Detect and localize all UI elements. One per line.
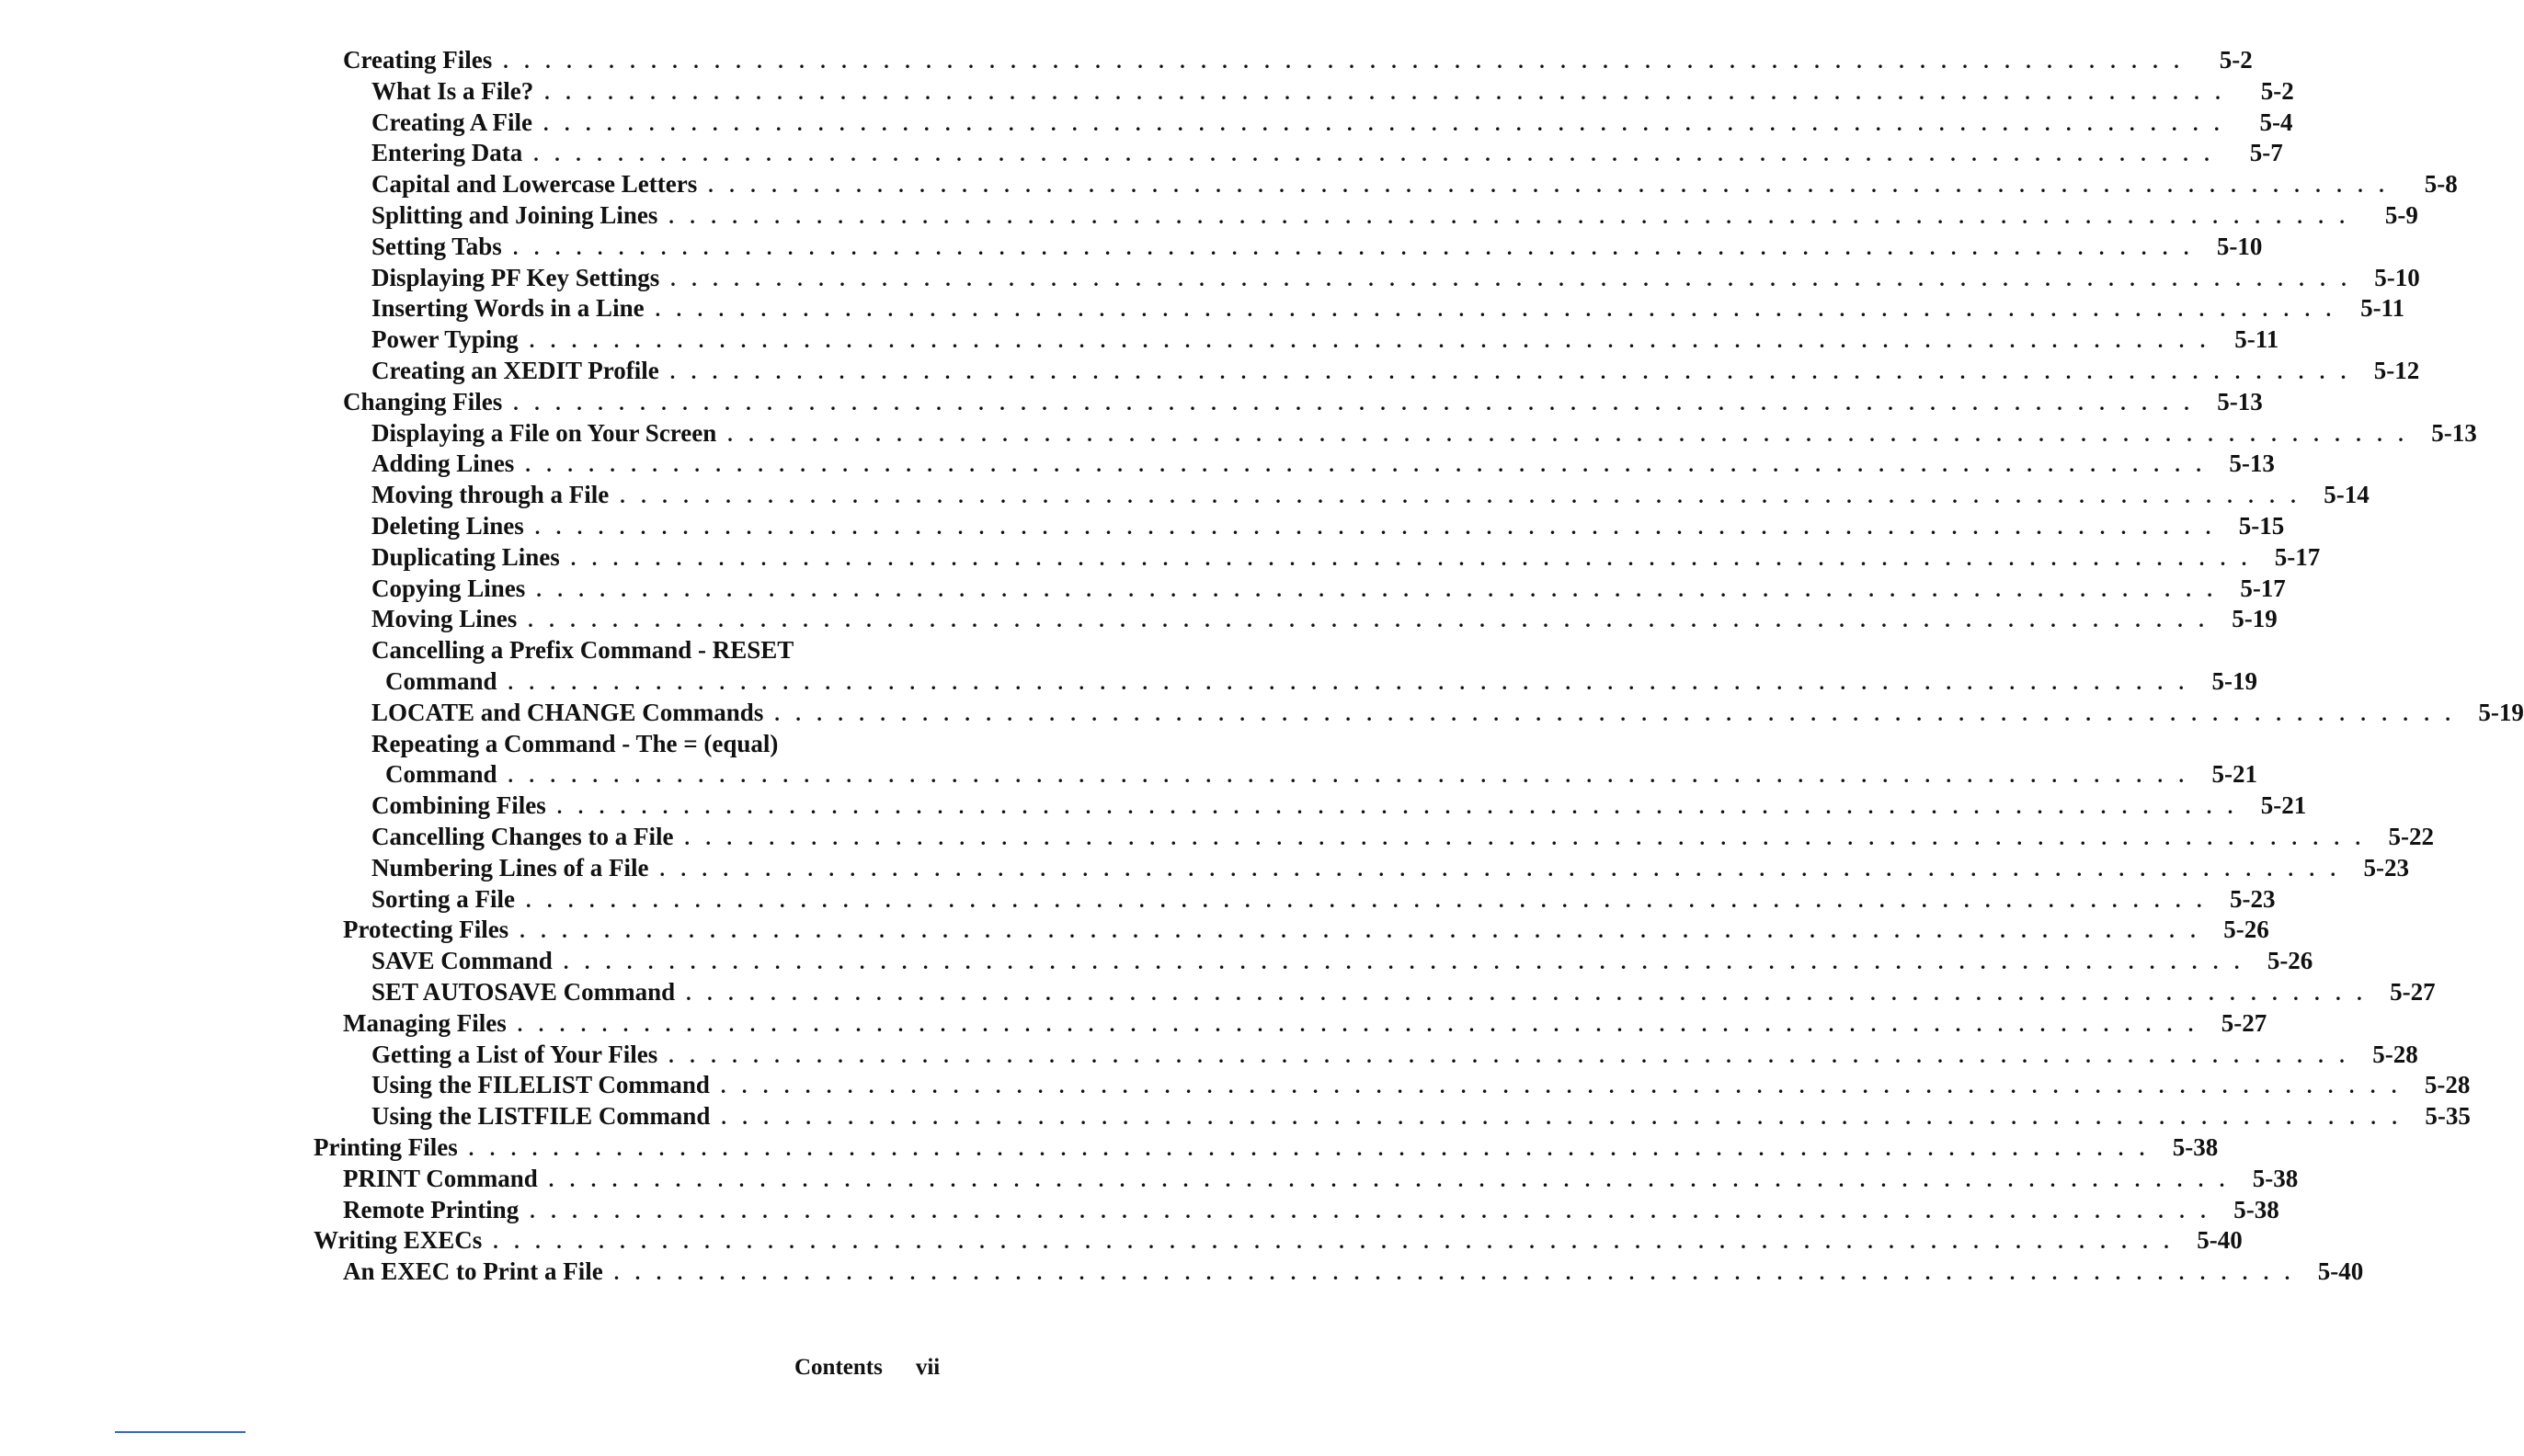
toc-dot-leader: . . . . . . . . . . . . . . . . . . . . . . . . . . . . . . . . . . . . . . . . . . . . . . . . . . . . . . . . . . . . . . . . . . . . . . . . . . . . . . . . [508, 764, 2190, 788]
toc-dot-leader: . . . . . . . . . . . . . . . . . . . . . . . . . . . . . . . . . . . . . . . . . . . . . . . . . . . . . . . . . . . . . . . . . . . . . . . . . . . . . . . . [536, 577, 2218, 601]
toc-entry-page: 5-13 [2217, 387, 2263, 415]
toc-entry-page: 5-38 [2172, 1133, 2219, 1161]
toc-entry-page: 5-19 [2211, 667, 2258, 695]
toc-dot-leader: . . . . . . . . . . . . . . . . . . . . . . . . . . . . . . . . . . . . . . . . . . . . . . . . . . . . . . . . . . . . . . . . . . . . . . . . . . . . . . . . [544, 80, 2226, 104]
toc-entry [371, 852, 2409, 883]
toc-entry [371, 137, 2283, 168]
toc-entry [371, 945, 2313, 976]
toc-entry [371, 168, 2458, 199]
toc-entry-label: Creating A File [371, 107, 543, 138]
toc-entry-label: Displaying a File on Your Screen [371, 417, 727, 449]
toc-entry-page: 5-27 [2390, 978, 2436, 1006]
toc-entry-page: 5-12 [2373, 357, 2420, 384]
toc-entry-label: Copying Lines [371, 573, 536, 604]
toc-dot-leader: . . . . . . . . . . . . . . . . . . . . . . . . . . . . . . . . . . . . . . . . . . . . . . . . . . . . . . . . . . . . . . . . . . . . . . . . . . . . . . . . [620, 484, 2301, 508]
toc-entry-page: 5-11 [2360, 294, 2405, 323]
toc-dot-leader: . . . . . . . . . . . . . . . . . . . . . . . . . . . . . . . . . . . . . . . . . . . . . . . . . . . . . . . . . . . . . . . . . . . . . . . . . . . . . . . . [513, 391, 2195, 415]
toc-entry-page: 5-11 [2234, 325, 2279, 354]
toc-entry-label: Writing EXECs [314, 1224, 493, 1256]
toc-entry [371, 728, 938, 759]
toc-dot-leader: . . . . . . . . . . . . . . . . . . . . . . . . . . . . . . . . . . . . . . . . . . . . . . . . . . . . . . . . . . . . . . . . . . . . . . . . . . . . . . . . [543, 111, 2225, 135]
toc-entry-page: 5-13 [2431, 418, 2477, 447]
toc-entry-label: SET AUTOSAVE Command [371, 976, 686, 1007]
toc-entry-page: 5-8 [2424, 170, 2458, 199]
toc-dot-leader: . . . . . . . . . . . . . . . . . . . . . . . . . . . . . . . . . . . . . . . . . . . . . . . . . . . . . . . . . . . . . . . . . . . . . . . . . . . . . . . . [530, 1199, 2211, 1223]
toc-dot-leader: . . . . . . . . . . . . . . . . . . . . . . . . . . . . . . . . . . . . . . . . . . . . . . . . . . . . . . . . . . . . . . . . . . . . . . . . . . . . . . . . [727, 422, 2409, 446]
toc-entry-label: Setting Tabs [371, 231, 513, 262]
toc-entry [371, 634, 938, 665]
toc-entry-page: 5-23 [2363, 853, 2409, 882]
toc-entry-page: 5-14 [2324, 481, 2370, 509]
toc-entry [371, 1069, 2471, 1100]
toc-entry [343, 1194, 2279, 1225]
toc-entry [343, 1007, 2267, 1039]
toc-entry-label: Inserting Words in a Line [371, 292, 656, 324]
toc-entry-label: What Is a File? [371, 75, 544, 107]
toc-entry [343, 1256, 2364, 1287]
page-footer [794, 1355, 940, 1381]
toc-dot-leader: . . . . . . . . . . . . . . . . . . . . . . . . . . . . . . . . . . . . . . . . . . . . . . . . . . . . . . . . . . . . . . . . . . . . . . . . . . . . . . . . [512, 235, 2195, 259]
toc-dot-leader: . . . . . . . . . . . . . . . . . . . . . . . . . . . . . . . . . . . . . . . . . . . . . . . . . . . . . . . . . . . . . . . . . . . . . . . . . . . . . . . . [556, 795, 2239, 819]
toc-dot-leader: . . . . . . . . . . . . . . . . . . . . . . . . . . . . . . . . . . . . . . . . . . . . . . . . . . . . . . . . . . . . . . . . . . . . . . . . . . . . . . . . [669, 360, 2352, 383]
toc-dot-leader: . . . . . . . . . . . . . . . . . . . . . . . . . . . . . . . . . . . . . . . . . . . . . . . . . . . . . . . . . . . . . . . . . . . . . . . . . . . . . . . . [528, 609, 2210, 632]
toc-entry-label: Sorting a File [371, 883, 526, 915]
toc-dot-leader: . . . . . . . . . . . . . . . . . . . . . . . . . . . . . . . . . . . . . . . . . . . . . . . . . . . . . . . . . . . . . . . . . . . . . . . . . . . . . . . . [774, 701, 2456, 725]
toc-entry-page: 5-17 [2274, 542, 2321, 571]
toc-entry [371, 976, 2436, 1007]
footer-section-title: Contents [794, 1355, 883, 1380]
toc-dot-leader: . . . . . . . . . . . . . . . . . . . . . . . . . . . . . . . . . . . . . . . . . . . . . . . . . . . . . . . . . . . . . . . . . . . . . . . . . . . . . . . . [563, 950, 2245, 974]
toc-entry [371, 697, 2524, 728]
toc-entry-label: Changing Files [343, 386, 513, 417]
toc-entry [371, 231, 2263, 262]
footer-page-number: vii [915, 1355, 941, 1380]
toc-entry-page: 5-4 [2259, 108, 2293, 136]
toc-entry-label: Creating an XEDIT Profile [371, 355, 670, 386]
toc-entry-page: 5-2 [2219, 46, 2253, 74]
toc-dot-leader: . . . . . . . . . . . . . . . . . . . . . . . . . . . . . . . . . . . . . . . . . . . . . . . . . . . . . . . . . . . . . . . . . . . . . . . . . . . . . . . . [708, 174, 2390, 198]
toc-entry [343, 386, 2263, 417]
toc-entry-page: 5-26 [2267, 947, 2313, 975]
toc-entry-page: 5-19 [2478, 698, 2524, 726]
toc-entry-label: Numbering Lines of a File [371, 852, 660, 883]
toc-dot-leader: . . . . . . . . . . . . . . . . . . . . . . . . . . . . . . . . . . . . . . . . . . . . . . . . . . . . . . . . . . . . . . . . . . . . . . . . . . . . . . . . [533, 142, 2215, 166]
toc-entry-page: 5-23 [2230, 884, 2276, 913]
toc-dot-leader: . . . . . . . . . . . . . . . . . . . . . . . . . . . . . . . . . . . . . . . . . . . . . . . . . . . . . . . . . . . . . . . . . . . . . . . . . . . . . . . . [668, 205, 2350, 228]
toc-entry-page: 5-10 [2374, 263, 2420, 291]
toc-entry-page: 5-26 [2223, 916, 2269, 944]
toc-entry [371, 510, 2285, 541]
toc-entry-label: An EXEC to Print a File [343, 1256, 614, 1287]
toc-dot-leader: . . . . . . . . . . . . . . . . . . . . . . . . . . . . . . . . . . . . . . . . . . . . . . . . . . . . . . . . . . . . . . . . . . . . . . . . . . . . . . . . [655, 298, 2337, 322]
toc-entry-page: 5-38 [2233, 1195, 2279, 1223]
toc-entry-label: Moving through a File [371, 479, 620, 510]
toc-entry [371, 324, 2279, 355]
toc-dot-leader: . . . . . . . . . . . . . . . . . . . . . . . . . . . . . . . . . . . . . . . . . . . . . . . . . . . . . . . . . . . . . . . . . . . . . . . . . . . . . . . . [720, 1075, 2403, 1098]
toc-entry-label: PRINT Command [343, 1163, 549, 1194]
toc-dot-leader: . . . . . . . . . . . . . . . . . . . . . . . . . . . . . . . . . . . . . . . . . . . . . . . . . . . . . . . . . . . . . . . . . . . . . . . . . . . . . . . . [493, 1230, 2175, 1254]
toc-entry [371, 1039, 2418, 1070]
toc-entry-label: Managing Files [343, 1007, 518, 1039]
toc-entry-label: Displaying PF Key Settings [371, 262, 670, 293]
toc-entry [371, 417, 2477, 449]
toc-entry-page: 5-40 [2197, 1226, 2243, 1255]
toc-entry-label: SAVE Command [371, 945, 564, 976]
toc-dot-leader: . . . . . . . . . . . . . . . . . . . . . . . . . . . . . . . . . . . . . . . . . . . . . . . . . . . . . . . . . . . . . . . . . . . . . . . . . . . . . . . . [534, 516, 2217, 539]
toc-entry [371, 573, 2286, 604]
toc-entry-page: 5-21 [2211, 760, 2258, 789]
toc-entry [371, 199, 2418, 231]
toc-entry-page: 5-7 [2249, 139, 2283, 167]
toc-entry-page: 5-9 [2384, 201, 2418, 229]
toc-dot-leader: . . . . . . . . . . . . . . . . . . . . . . . . . . . . . . . . . . . . . . . . . . . . . . . . . . . . . . . . . . . . . . . . . . . . . . . . . . . . . . . . [525, 453, 2207, 477]
toc-entry [385, 665, 2258, 697]
toc-entry-page: 5-38 [2252, 1164, 2299, 1192]
toc-entry [371, 448, 2275, 479]
toc-entry-label: Using the FILELIST Command [371, 1069, 721, 1100]
toc-entry-page: 5-28 [2372, 1040, 2418, 1068]
toc-entry [371, 790, 2307, 821]
toc-dot-leader: . . . . . . . . . . . . . . . . . . . . . . . . . . . . . . . . . . . . . . . . . . . . . . . . . . . . . . . . . . . . . . . . . . . . . . . . . . . . . . . . [570, 546, 2253, 570]
toc-entry-page: 5-19 [2232, 605, 2278, 633]
toc-entry-label: Combining Files [371, 790, 557, 821]
toc-entry [343, 1163, 2299, 1194]
toc-dot-leader: . . . . . . . . . . . . . . . . . . . . . . . . . . . . . . . . . . . . . . . . . . . . . . . . . . . . . . . . . . . . . . . . . . . . . . . . . . . . . . . . [686, 982, 2368, 1005]
toc-entry-label: Remote Printing [343, 1194, 530, 1225]
toc-dot-leader: . . . . . . . . . . . . . . . . . . . . . . . . . . . . . . . . . . . . . . . . . . . . . . . . . . . . . . . . . . . . . . . . . . . . . . . . . . . . . . . . [668, 1043, 2350, 1067]
toc-entry-label: Using the LISTFILE Command [371, 1100, 721, 1132]
toc-entry-label: Getting a List of Your Files [371, 1039, 668, 1070]
toc-entry-label: Cancelling Changes to a File [371, 821, 685, 852]
toc-entry-label: Printing Files [314, 1132, 469, 1163]
toc-entry-label: Duplicating Lines [371, 541, 571, 573]
toc-entry-label: Protecting Files [343, 914, 520, 945]
toc-dot-leader: . . . . . . . . . . . . . . . . . . . . . . . . . . . . . . . . . . . . . . . . . . . . . . . . . . . . . . . . . . . . . . . . . . . . . . . . . . . . . . . . [517, 1012, 2199, 1036]
toc-dot-leader: . . . . . . . . . . . . . . . . . . . . . . . . . . . . . . . . . . . . . . . . . . . . . . . . . . . . . . . . . . . . . . . . . . . . . . . . . . . . . . . . [529, 329, 2211, 353]
toc-dot-leader: . . . . . . . . . . . . . . . . . . . . . . . . . . . . . . . . . . . . . . . . . . . . . . . . . . . . . . . . . . . . . . . . . . . . . . . . . . . . . . . . [526, 888, 2208, 912]
toc-entry-label: LOCATE and CHANGE Commands [371, 697, 774, 728]
toc-entry [371, 262, 2420, 293]
toc-entry-page: 5-40 [2317, 1257, 2364, 1286]
toc-entry-page: 5-17 [2240, 574, 2286, 602]
toc-entry-page: 5-10 [2216, 232, 2263, 260]
toc-dot-leader: . . . . . . . . . . . . . . . . . . . . . . . . . . . . . . . . . . . . . . . . . . . . . . . . . . . . . . . . . . . . . . . . . . . . . . . . . . . . . . . . [684, 826, 2366, 849]
toc-entry-label: Repeating a Command - The = (equal) [371, 728, 789, 759]
toc-entry-page: 5-15 [2238, 512, 2285, 540]
toc-entry [371, 821, 2434, 852]
toc-entry-page: 5-13 [2229, 449, 2275, 478]
toc-entry [371, 355, 2420, 386]
toc-entry [343, 914, 2269, 945]
toc-entry [371, 292, 2405, 324]
toc-entry [371, 75, 2294, 107]
toc-entry [385, 758, 2258, 790]
toc-dot-leader: . . . . . . . . . . . . . . . . . . . . . . . . . . . . . . . . . . . . . . . . . . . . . . . . . . . . . . . . . . . . . . . . . . . . . . . . . . . . . . . . [548, 1167, 2231, 1191]
toc-entry-page: 5-27 [2221, 1008, 2267, 1037]
toc-entry [371, 541, 2321, 573]
toc-entry [314, 1132, 2219, 1163]
toc-entry-label: Deleting Lines [371, 510, 535, 541]
toc-entry [371, 107, 2293, 138]
toc-entry [314, 1224, 2243, 1256]
toc-dot-leader: . . . . . . . . . . . . . . . . . . . . . . . . . . . . . . . . . . . . . . . . . . . . . . . . . . . . . . . . . . . . . . . . . . . . . . . . . . . . . . . . [520, 919, 2201, 943]
toc-entry [371, 1100, 2471, 1132]
toc-dot-leader: . . . . . . . . . . . . . . . . . . . . . . . . . . . . . . . . . . . . . . . . . . . . . . . . . . . . . . . . . . . . . . . . . . . . . . . . . . . . . . . . [670, 267, 2352, 290]
toc-dot-leader: . . . . . . . . . . . . . . . . . . . . . . . . . . . . . . . . . . . . . . . . . . . . . . . . . . . . . . . . . . . . . . . . . . . . . . . . . . . . . . . . [468, 1137, 2151, 1160]
toc-entry-page: 5-22 [2388, 823, 2434, 850]
toc-dot-leader: . . . . . . . . . . . . . . . . . . . . . . . . . . . . . . . . . . . . . . . . . . . . . . . . . . . . . . . . . . . . . . . . . . . . . . . . . . . . . . . . [613, 1261, 2296, 1285]
toc-entry [371, 603, 2278, 634]
toc-entry-label: Adding Lines [371, 448, 525, 479]
toc-dot-leader: . . . . . . . . . . . . . . . . . . . . . . . . . . . . . . . . . . . . . . . . . . . . . . . . . . . . . . . . . . . . . . . . . . . . . . . . . . . . . . . . [508, 671, 2190, 694]
toc-entry-page: 5-2 [2260, 76, 2294, 105]
toc-dot-leader: . . . . . . . . . . . . . . . . . . . . . . . . . . . . . . . . . . . . . . . . . . . . . . . . . . . . . . . . . . . . . . . . . . . . . . . . . . . . . . . . [503, 50, 2185, 73]
toc-entry-label: Splitting and Joining Lines [371, 199, 668, 231]
bottom-rule [115, 1431, 246, 1433]
toc-dot-leader: . . . . . . . . . . . . . . . . . . . . . . . . . . . . . . . . . . . . . . . . . . . . . . . . . . . . . . . . . . . . . . . . . . . . . . . . . . . . . . . . [721, 1106, 2403, 1130]
toc-entry-page: 5-28 [2424, 1071, 2471, 1099]
toc-entry-page: 5-21 [2260, 791, 2307, 820]
toc-entry-label: Capital and Lowercase Letters [371, 168, 708, 199]
toc-entry-label: Command [385, 665, 508, 697]
toc-entry-label: Power Typing [371, 324, 530, 355]
toc-entry-label: Moving Lines [371, 603, 528, 634]
toc-entry-label: Creating Files [343, 44, 503, 75]
toc-entry [371, 479, 2370, 510]
toc-entry-label: Cancelling a Prefix Command - RESET [371, 634, 805, 665]
toc-entry [371, 883, 2276, 915]
toc-entry [343, 44, 2253, 75]
toc-entry-label: Command [385, 758, 508, 790]
toc-entry-label: Entering Data [371, 137, 533, 168]
toc-entry-page: 5-35 [2425, 1102, 2471, 1131]
toc-dot-leader: . . . . . . . . . . . . . . . . . . . . . . . . . . . . . . . . . . . . . . . . . . . . . . . . . . . . . . . . . . . . . . . . . . . . . . . . . . . . . . . . [659, 857, 2341, 881]
